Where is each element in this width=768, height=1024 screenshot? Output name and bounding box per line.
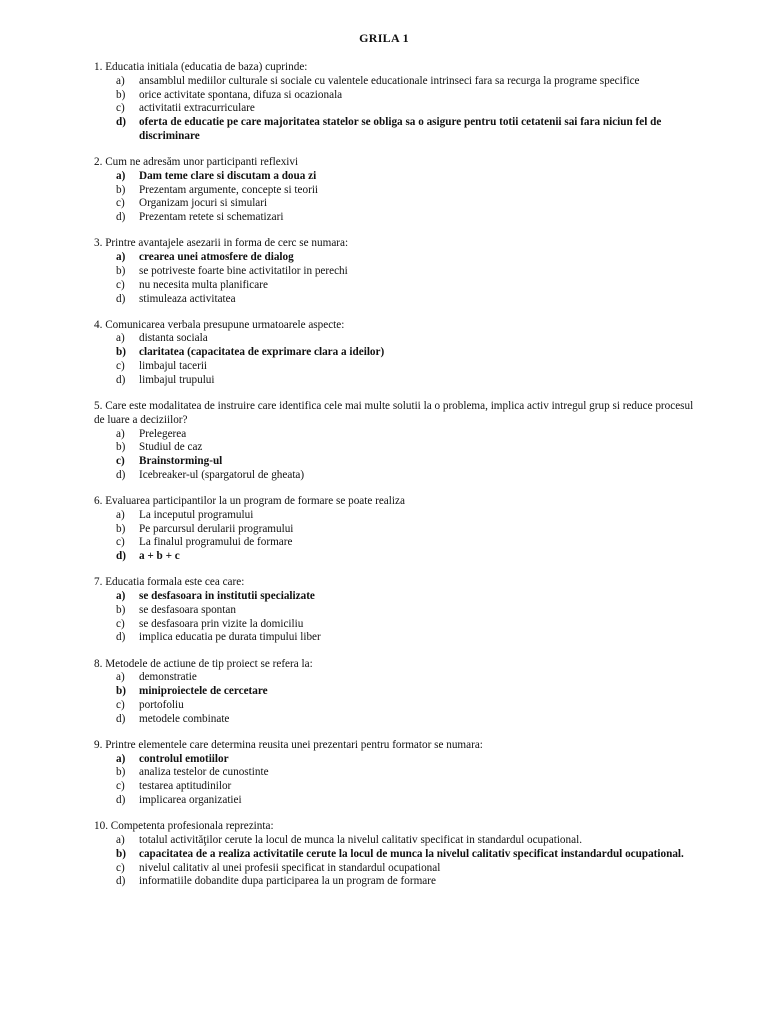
option-letter: a) [116,671,125,684]
answer-option [116,374,706,388]
answer-option [116,631,706,645]
question-text: 7. Educatia formala este cea care: [94,576,245,589]
option-letter: a) [116,332,125,345]
answer-option [116,550,706,564]
option-letter: b) [116,346,126,359]
answer-option [116,346,706,360]
option-text: limbajul tacerii [139,360,208,373]
answer-option [116,536,706,550]
answer-option [116,251,706,265]
answer-option [116,875,706,889]
option-letter: d) [116,211,126,224]
option-text: informatiile dobandite dupa participarea la un program de formare [139,875,436,888]
answer-option [116,685,706,699]
option-letter: d) [116,712,126,725]
answer-option [116,293,706,307]
option-letter: c) [116,698,125,711]
option-letter: b) [116,264,126,277]
question-5 [94,400,706,483]
option-text: Studiul de caz [139,441,203,454]
question-text: 4. Comunicarea verbala presupune urmatoarele aspecte: [94,318,345,331]
answer-option [116,713,706,727]
option-letter: c) [116,780,125,793]
question-9 [94,739,706,808]
option-text: portofoliu [139,698,184,711]
option-text: implica educatia pe durata timpului liber [139,631,321,644]
question-text: 10. Competenta profesionala reprezinta: [94,820,274,833]
option-text: demonstratie [139,671,197,684]
option-letter: b) [116,685,126,698]
answer-option [116,794,706,808]
option-letter: d) [116,631,126,644]
answer-option [116,197,706,211]
option-text: claritatea (capacitatea de exprimare clara a ideilor) [139,346,385,359]
answer-option [116,184,706,198]
option-text: limbajul trupului [139,373,215,386]
answer-option [116,455,706,469]
answer-option [116,766,706,780]
answer-option [116,780,706,794]
option-text: oferta de educatie pe care majoritatea statelor se obliga sa o asigure pentru totii cetatenii sai fara niciun fel de discriminare [139,116,662,142]
option-letter: a) [116,590,126,603]
answer-option [116,116,706,144]
answer-option [116,848,706,862]
answer-option [116,753,706,767]
answer-option [116,332,706,346]
answer-option [116,590,706,604]
question-list [94,61,706,889]
question-text: 3. Printre avantajele asezarii in forma de cerc se numara: [94,237,349,250]
option-text: Brainstorming-ul [139,455,223,468]
option-letter: c) [116,278,125,291]
option-text: testarea aptitudinilor [139,780,232,793]
option-text: Icebreaker-ul (spargatorul de gheata) [139,468,305,481]
option-text: se potriveste foarte bine activitatilor in perechi [139,264,348,277]
option-text: se desfasoara spontan [139,603,236,616]
answer-option [116,428,706,442]
option-text: miniproiectele de cercetare [139,685,268,698]
option-text: ansamblul mediilor culturale si sociale cu valentele educationale intrinseci fara sa recurga la programe specifice [139,74,640,87]
option-text: metodele combinate [139,712,230,725]
option-text: se desfasoara prin vizite la domiciliu [139,617,304,630]
answer-option [116,469,706,483]
option-letter: c) [116,102,125,115]
option-text: se desfasoara in institutii specializate [139,590,315,603]
answer-option [116,618,706,632]
option-letter: b) [116,603,126,616]
option-text: controlul emotiilor [139,752,229,765]
option-letter: d) [116,468,126,481]
answer-option [116,89,706,103]
question-3 [94,237,706,306]
question-text: 5. Care este modalitatea de instruire care identifica cele mai multe solutii la o problema, implica activ intregul grup si reduce procesul de luare a deciziilor? [94,399,694,426]
option-letter: d) [116,116,126,129]
option-letter: b) [116,441,126,454]
answer-option [116,279,706,293]
option-letter: d) [116,794,126,807]
option-text: distanta sociala [139,332,208,345]
option-letter: d) [116,292,126,305]
option-letter: c) [116,617,125,630]
option-letter: a) [116,752,126,765]
answer-option [116,604,706,618]
option-letter: b) [116,766,126,779]
option-letter: c) [116,197,125,210]
option-letter: d) [116,875,126,888]
answer-option [116,102,706,116]
question-10 [94,820,706,889]
option-text: nivelul calitativ al unei profesii specificat in standardul ocupational [139,861,441,874]
answer-option [116,360,706,374]
option-letter: b) [116,88,126,101]
option-text: La inceputul programului [139,508,254,521]
option-text: stimuleaza activitatea [139,292,236,305]
option-text: Pe parcursul derularii programului [139,522,294,535]
option-letter: a) [116,833,125,846]
question-8 [94,658,706,727]
option-text: La finalul programului de formare [139,536,293,549]
answer-option [116,441,706,455]
option-letter: c) [116,861,125,874]
option-text: Dam teme clare si discutam a doua zi [139,169,317,182]
question-7 [94,576,706,645]
option-text: Prezentam argumente, concepte si teorii [139,183,319,196]
answer-option [116,834,706,848]
option-text: Prelegerea [139,427,187,440]
option-letter: a) [116,508,125,521]
answer-option [116,509,706,523]
question-6 [94,495,706,564]
option-letter: c) [116,455,125,468]
question-text: 8. Metodele de actiune de tip proiect se refera la: [94,657,313,670]
question-text: 1. Educatia initiala (educatia de baza) cuprinde: [94,61,308,73]
answer-option [116,671,706,685]
option-letter: b) [116,847,126,860]
option-text: capacitatea de a realiza activitatile cerute la locul de munca la nivelul calitativ specificat instandardul ocupational. [139,847,684,860]
option-text: analiza testelor de cunostinte [139,766,269,779]
option-letter: b) [116,183,126,196]
option-text: activitatii extracurriculare [139,102,255,115]
question-text: 9. Printre elementele care determina reusita unei prezentari pentru formator se numara: [94,738,483,751]
option-letter: a) [116,169,126,182]
option-text: a + b + c [139,550,180,563]
answer-option [116,211,706,225]
answer-option [116,862,706,876]
page-title: GRILA 1 [359,31,409,45]
option-text: implicarea organizatiei [139,794,242,807]
answer-option [116,170,706,184]
option-text: totalul activităţilor cerute la locul de munca la nivelul calitativ specificat in standardul ocupational. [139,833,582,846]
option-letter: d) [116,550,126,563]
question-2 [94,156,706,225]
question-1 [94,61,706,144]
option-letter: d) [116,373,126,386]
answer-option [116,523,706,537]
question-text: 6. Evaluarea participantilor la un program de formare se poate realiza [94,495,405,507]
option-letter: a) [116,427,125,440]
option-text: nu necesita multa planificare [139,278,268,291]
option-text: Organizam jocuri si simulari [139,197,268,210]
answer-option [116,265,706,279]
option-text: Prezentam retete si schematizari [139,211,284,224]
answer-option [116,75,706,89]
option-letter: c) [116,536,125,549]
question-4 [94,319,706,388]
question-text: 2. Cum ne adresăm unor participanti reflexivi [94,156,299,169]
option-text: orice activitate spontana, difuza si ocazionala [139,88,343,101]
option-letter: a) [116,74,125,87]
option-letter: c) [116,360,125,373]
option-letter: b) [116,522,126,535]
answer-option [116,699,706,713]
option-letter: a) [116,251,126,264]
option-text: crearea unei atmosfere de dialog [139,251,294,264]
